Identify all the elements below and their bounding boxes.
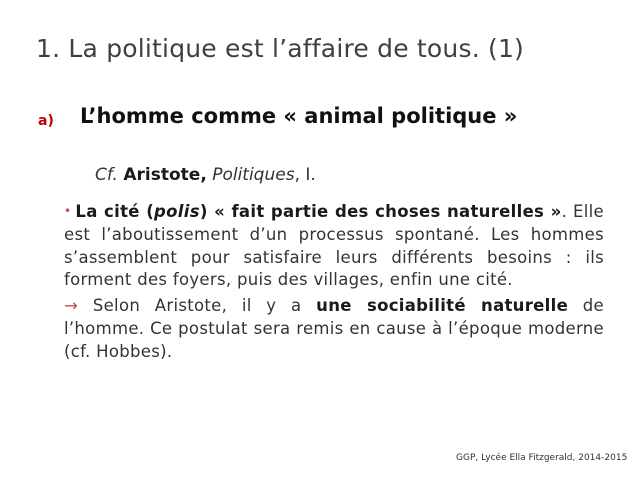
p1-bold-2: ) « fait partie des choses naturelles » xyxy=(199,202,562,221)
p1-polis: polis xyxy=(154,202,200,221)
reference-work: Politiques xyxy=(212,165,295,185)
reference-cf: Cf. xyxy=(95,165,118,185)
arrow-icon: → xyxy=(64,296,79,316)
paragraph-2 xyxy=(64,295,604,363)
reference-rest: , I. xyxy=(294,165,316,185)
paragraph-1 xyxy=(64,200,604,292)
reference-author: Aristote, xyxy=(123,165,207,185)
p2-bold: une sociabilité naturelle xyxy=(316,296,569,316)
p2-rest: de l’homme. Ce postulat sera remis en cause à l’époque moderne (cf. Hobbes). xyxy=(64,296,604,361)
p2-part1: Selon Aristote, il y a xyxy=(78,296,317,316)
p1-rest: . Elle est l’aboutissement d’un processus spontané. Les hommes s’assemblent pour satisfaire leurs différents besoins : ils forment des foyers, puis des villages, enfin une cité. xyxy=(64,202,604,290)
body-text xyxy=(64,200,604,364)
bullet-icon: • xyxy=(64,204,72,218)
footer: GGP, Lycée Ella Fitzgerald, 2014-2015 xyxy=(456,453,628,463)
subtitle-marker: a) xyxy=(38,113,54,129)
slide-title: 1. La politique est l’affaire de tous. (1) xyxy=(36,34,525,63)
p1-bold-1: La cité ( xyxy=(75,202,155,221)
subtitle: L’homme comme « animal politique » xyxy=(80,104,518,128)
reference-line xyxy=(95,165,316,185)
